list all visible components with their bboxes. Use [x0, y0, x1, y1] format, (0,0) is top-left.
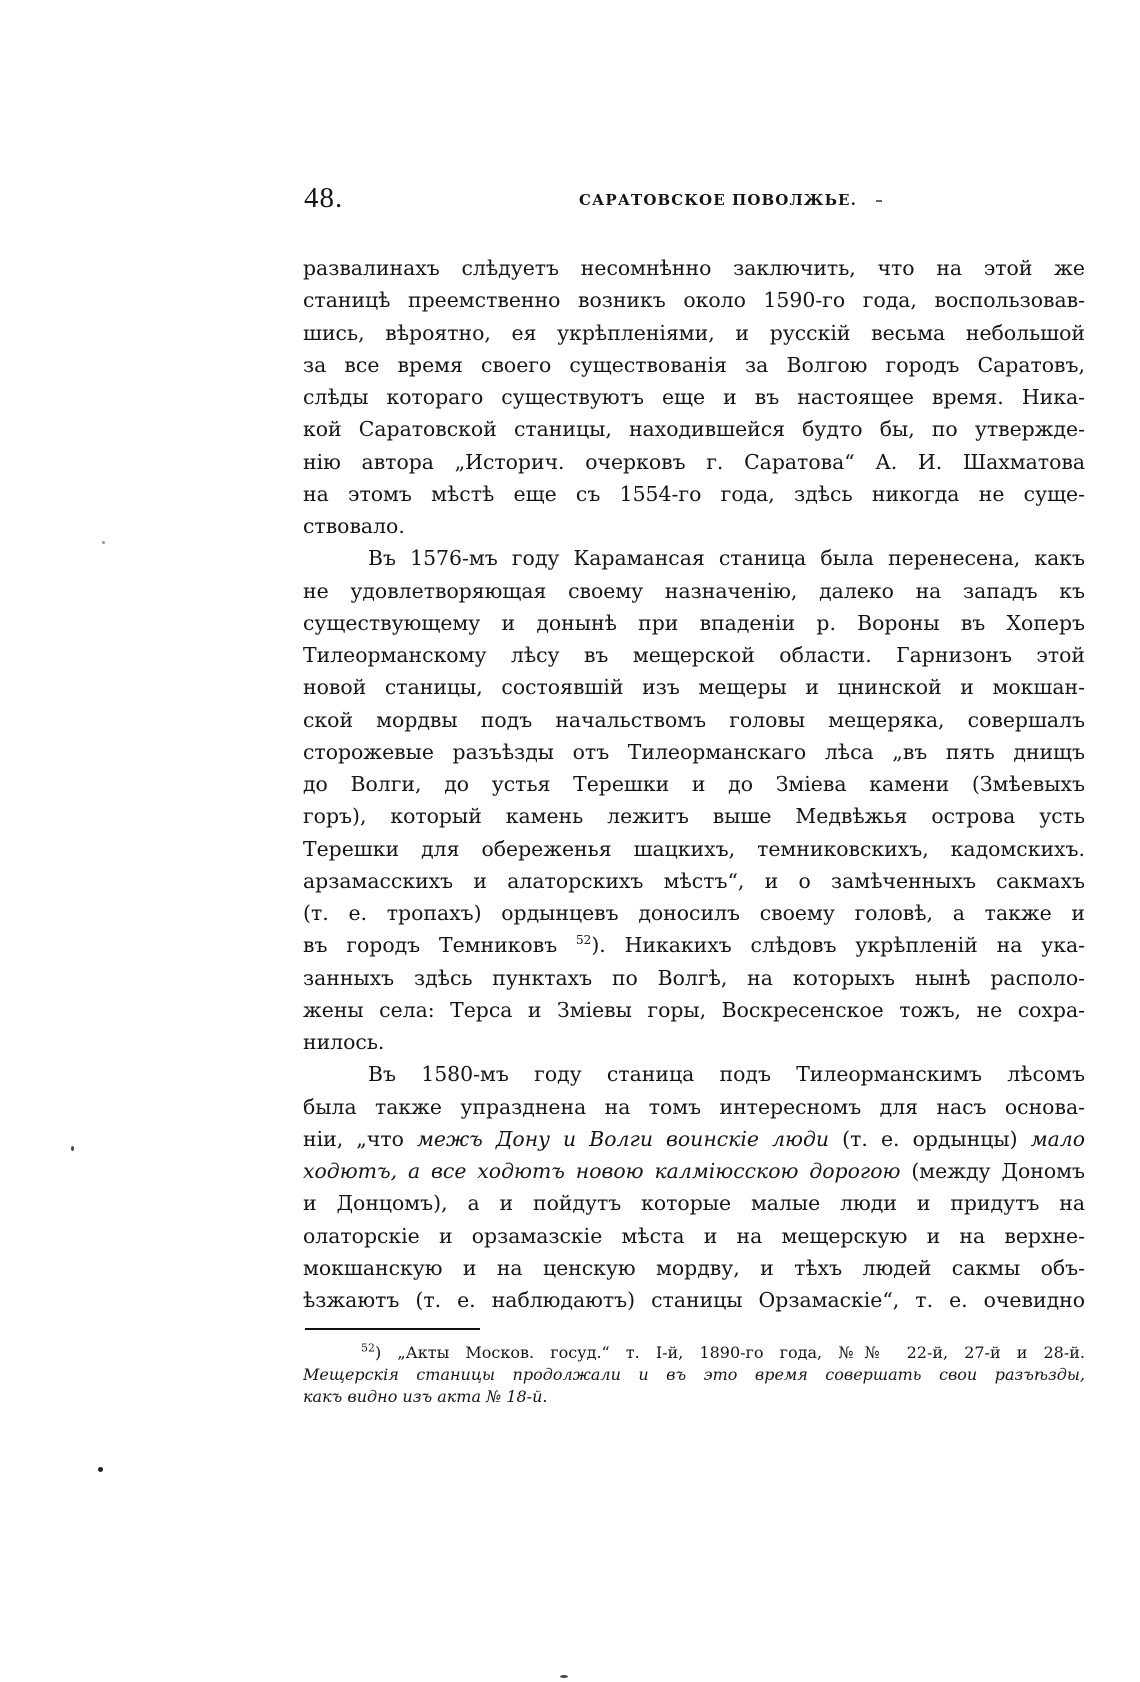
footnote-line: какъ видно изъ акта № 18-й. — [303, 1387, 548, 1406]
text-line: олаторскіе и орзамазскіе мѣста и на мещерскую и на верхне- — [303, 1223, 1085, 1248]
header-dash-mark — [876, 200, 882, 202]
text-line: за все время своего существованія за Волгою городъ Саратовъ, — [303, 352, 1085, 377]
text-line: слѣды котораго существуютъ еще и въ настоящее время. Ника- — [303, 385, 1085, 409]
text-line: новой станицы, состоявшій изъ мещеры и цнинской и мокшан- — [303, 675, 1085, 700]
text-line: и Донцомъ), а и пойдутъ которые малые люди и придутъ на — [303, 1191, 1085, 1216]
text-line: ствовало. — [303, 514, 405, 538]
text-segment: ніи, „что — [303, 1126, 404, 1151]
paragraph-3 — [303, 1058, 1085, 1316]
text-line: на этомъ мѣстѣ еще съ 1554-го года, здѣсь никогда не суще- — [303, 481, 1085, 506]
italic-quote: ходютъ, а все ходютъ новою калміюсскою дорогою — [303, 1159, 901, 1183]
main-text — [303, 252, 1085, 1316]
footnote-number: 52 — [361, 1342, 375, 1355]
text-segment: ). Никакихъ слѣдовъ укрѣпленій на ука- — [591, 933, 1085, 958]
text-line: Тилеорманскому лѣсу въ мещерской области. Гарнизонъ этой — [303, 643, 1085, 667]
text-segment: (т. е. ордынцы) — [842, 1126, 1018, 1151]
running-title: САРАТОВСКОЕ ПОВОЛЖЬЕ. — [579, 191, 857, 209]
text-segment: (между Дономъ — [911, 1159, 1085, 1183]
footnote-text: ) „Акты Москов. госуд.“ т. I-й, 1890-го года, №№ 22-й, 27-й и 28-й. — [375, 1343, 1085, 1362]
text-line-mixed — [303, 1123, 1085, 1155]
footnote-line: Мещерскія станицы продолжали и въ это время совершать свои разъѣзды, — [303, 1365, 1085, 1384]
text-line: Въ 1576-мъ году Карамансая станица была перенесена, какъ — [368, 546, 1085, 571]
text-line: горъ), который камень лежитъ выше Медвѣжья острова усть — [303, 804, 1085, 829]
text-line: ѣзжаютъ (т. е. наблюдаютъ) станицы Орзамаскіе“, т. е. очевидно — [303, 1288, 1085, 1312]
text-line: (т. е. тропахъ) ордынцевъ доносилъ своему головѣ, а также и — [303, 901, 1085, 925]
text-line: Въ 1580-мъ году станица подъ Тилеорманскимъ лѣсомъ — [368, 1062, 1085, 1087]
scan-speck — [560, 1675, 568, 1678]
italic-quote: межъ Дону и Волги воинскіе люди — [417, 1126, 830, 1151]
text-line: сторожевые разъѣзды отъ Тилеорманскаго лѣса „въ пять днищъ — [303, 739, 1085, 764]
page-header — [0, 182, 1140, 220]
text-line: мокшанскую и на ценскую мордву, и тѣхъ людей сакмы объ- — [303, 1255, 1085, 1280]
text-line: существующему и донынѣ при впаденіи р. Вороны въ Хоперъ — [303, 610, 1085, 635]
text-line: шись, вѣроятно, ея укрѣпленіями, и русскій весьма небольшой — [303, 320, 1085, 345]
footnote-reference[interactable]: 52 — [576, 933, 592, 948]
paragraph-2 — [303, 542, 1085, 1058]
text-line: нилось. — [303, 1030, 385, 1054]
text-line: развалинахъ слѣдуетъ несомнѣнно заключить, что на этой же — [303, 256, 1085, 280]
text-line: Терешки для обереженья шацкихъ, темниковскихъ, кадомскихъ. — [303, 836, 1085, 861]
paragraph-1 — [303, 252, 1085, 542]
footnote — [303, 1342, 1085, 1408]
text-line: станицѣ преемственно возникъ около 1590-го года, воспользовав- — [303, 288, 1085, 313]
footnote-divider — [305, 1328, 480, 1330]
text-line: до Волги, до устья Терешки и до Зміева камени (Змѣевыхъ — [303, 772, 1085, 796]
text-line: была также упразднена на томъ интересномъ для насъ основа- — [303, 1094, 1085, 1119]
text-line: занныхъ здѣсь пунктахъ по Волгѣ, на которыхъ нынѣ располо- — [303, 965, 1085, 990]
text-line-with-footnote-ref — [303, 929, 1085, 961]
text-line: кой Саратовской станицы, находившейся будто бы, по утвержде- — [303, 417, 1085, 442]
text-line: жены села: Терса и Зміевы горы, Воскресенское тожъ, не сохра- — [303, 997, 1085, 1022]
text-line: не удовлетворяющая своему назначенію, далеко на западъ къ — [303, 578, 1085, 603]
text-line: арзамасскихъ и алаторскихъ мѣстъ“, и о замѣченныхъ сакмахъ — [303, 868, 1085, 893]
text-line: нію автора „Историч. очерковъ г. Саратова“ А. И. Шахматова — [303, 449, 1085, 474]
scan-speck — [98, 1467, 103, 1472]
italic-quote: мало — [1030, 1126, 1085, 1151]
footnote-line — [303, 1342, 1085, 1364]
text-segment: въ городъ Темниковъ — [303, 933, 558, 958]
text-line: ской мордвы подъ начальствомъ головы мещеряка, совершалъ — [303, 707, 1085, 732]
page-number: 48. — [304, 182, 344, 214]
text-line-mixed — [303, 1155, 1085, 1187]
scan-speck — [102, 541, 105, 544]
scan-speck — [71, 1146, 74, 1151]
